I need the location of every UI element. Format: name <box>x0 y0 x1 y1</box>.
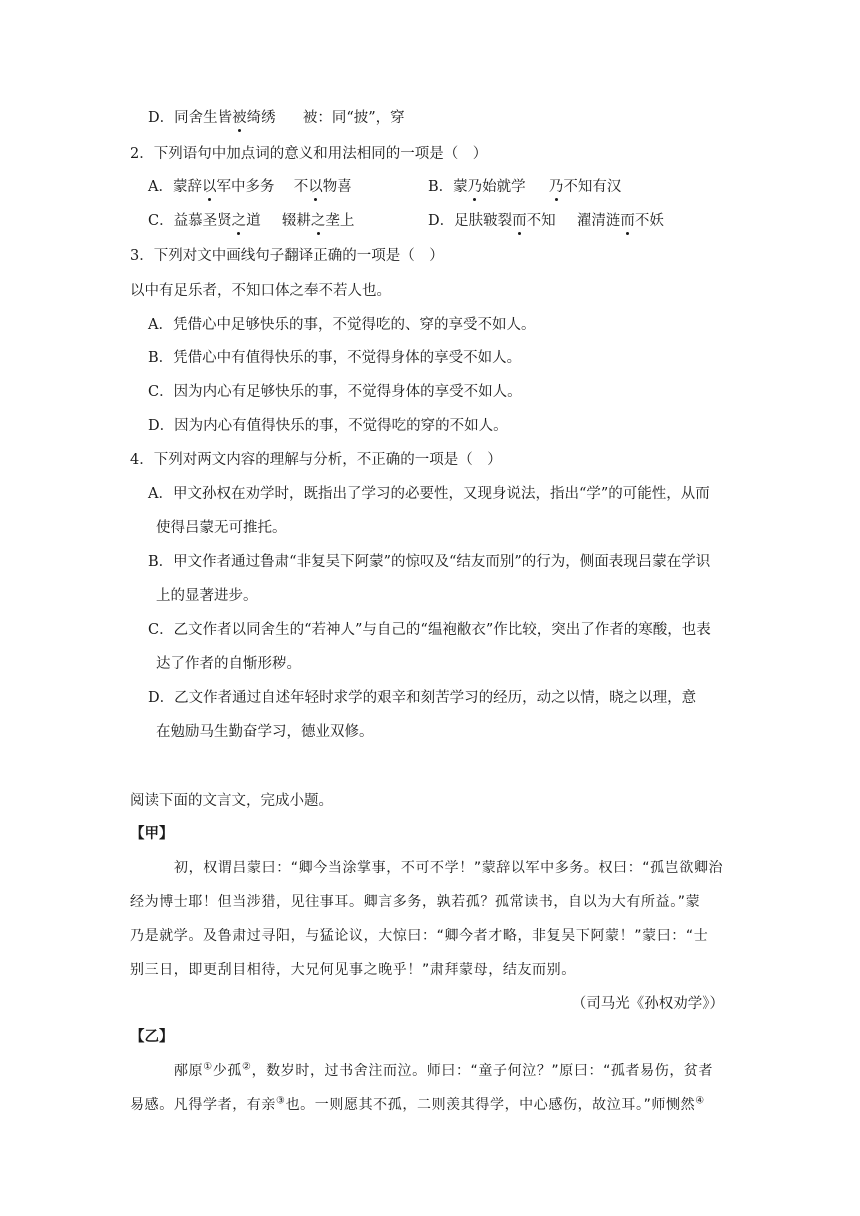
question-4-stem: 4．下列对两文内容的理解与分析，不正确的一项是（ ） <box>130 452 502 468</box>
dotted-char: 乃 <box>467 179 483 195</box>
question-4-option-c-line2: 达了作者的自惭形秽。 <box>156 656 301 672</box>
footnote-marker: ③ <box>276 1095 286 1107</box>
passage-jia-line: 经为博士耶！但当涉猎，见往事耳。卿言多务，孰若孤？孤常读书，自以为大有所益。”蒙 <box>130 894 701 910</box>
question-4-option-a-line1: A．甲文孙权在劝学时，既指出了学习的必要性，又现身说法，指出“学”的可能性，从而 <box>148 486 710 502</box>
passage-yi-title: 【乙】 <box>130 1028 174 1045</box>
question-3-sentence: 以中有足乐者，不知口体之奉不若人也。 <box>130 283 391 299</box>
question-2-option-d: D．足肤皲裂而不知 濯清涟而不妖 <box>428 213 664 229</box>
question-4-option-b-line1: B．甲文作者通过鲁肃“非复吴下阿蒙”的惊叹及“结友而别”的行为，侧面表现吕蒙在学识 <box>148 554 711 570</box>
passage-jia-line: 别三日，即更刮目相待，大兄何见事之晚乎！”肃拜蒙母，结友而别。 <box>130 962 576 978</box>
dotted-char: 而 <box>620 213 635 229</box>
passage-jia-title: 【甲】 <box>130 825 174 842</box>
dotted-char: 以 <box>201 179 217 195</box>
dotted-char: 乃 <box>548 179 564 195</box>
passage-yi-line: 邴原①少孤②，数岁时，过书舍注而泣。师曰：“童子何泣？”原曰：“孤者易伤，贫者 <box>174 1061 714 1079</box>
question-2-option-c: C．益慕圣贤之道 辍耕之垄上 <box>148 213 355 229</box>
question-4-option-c-line1: C．乙文作者以同舍生的“若神人”与自己的“缊袍敝衣”作比较，突出了作者的寒酸，也表 <box>148 622 711 638</box>
dotted-char: 被 <box>232 110 247 126</box>
question-3-option-b: B．凭借心中有值得快乐的事，不觉得身体的享受不如人。 <box>148 350 522 366</box>
passage-jia-line: 乃是就学。及鲁肃过寻阳，与猛论议，大惊曰：“卿今者才略，非复吴下阿蒙！”蒙曰：“士 <box>130 928 709 944</box>
question-4-option-b-line2: 上的显著进步。 <box>156 588 258 604</box>
question-3-option-d: D．因为内心有值得快乐的事，不觉得吃的穿的不如人。 <box>148 418 508 434</box>
passage-jia-source: （司马光《孙权劝学》） <box>571 996 724 1012</box>
reading-instruction: 阅读下面的文言文，完成小题。 <box>130 793 333 809</box>
question-3-option-c: C．因为内心有足够快乐的事，不觉得身体的享受不如人。 <box>148 384 522 400</box>
footnote-marker: ④ <box>695 1095 705 1107</box>
question-4-option-d-line2: 在勉励马生勤奋学习，德业双修。 <box>156 724 374 740</box>
question-2-stem: 2．下列语句中加点词的意义和用法相同的一项是（ ） <box>130 146 488 162</box>
question-4-option-d-line1: D．乙文作者通过自述年轻时求学的艰辛和刻苦学习的经历，动之以情，晓之以理，意 <box>148 690 697 706</box>
footnote-marker: ② <box>241 1061 252 1073</box>
dotted-char: 而 <box>512 213 527 229</box>
footnote-marker: ① <box>203 1061 213 1073</box>
passage-yi-line: 易感。凡得学者，有亲③也。一则愿其不孤，二则羡其得学，中心感伤，故泣耳。”师恻然④ <box>130 1095 705 1113</box>
question-2-option-b: B．蒙乃始就学 乃不知有汉 <box>428 179 622 195</box>
option-note: 被：同“披”，穿 <box>302 110 405 126</box>
option-d-prev: D．同舍生皆被绮绣 被：同“披”，穿 <box>148 110 405 126</box>
passage-jia-line: 初，权谓吕蒙曰：“卿今当涂掌事，不可不学！”蒙辞以军中多务。权曰：“孤岂欲卿治 <box>174 860 724 876</box>
dotted-char: 之 <box>310 213 326 229</box>
question-4-option-a-line2: 使得吕蒙无可推托。 <box>156 520 287 536</box>
question-2-option-a: A．蒙辞以军中多务 不以物喜 <box>148 179 352 195</box>
dotted-char: 以 <box>308 179 323 195</box>
dotted-char: 之 <box>231 213 247 229</box>
question-3-option-a: A．凭借心中足够快乐的事，不觉得吃的、穿的享受不如人。 <box>148 317 536 333</box>
question-3-stem: 3．下列对文中画线句子翻译正确的一项是（ ） <box>130 248 444 264</box>
